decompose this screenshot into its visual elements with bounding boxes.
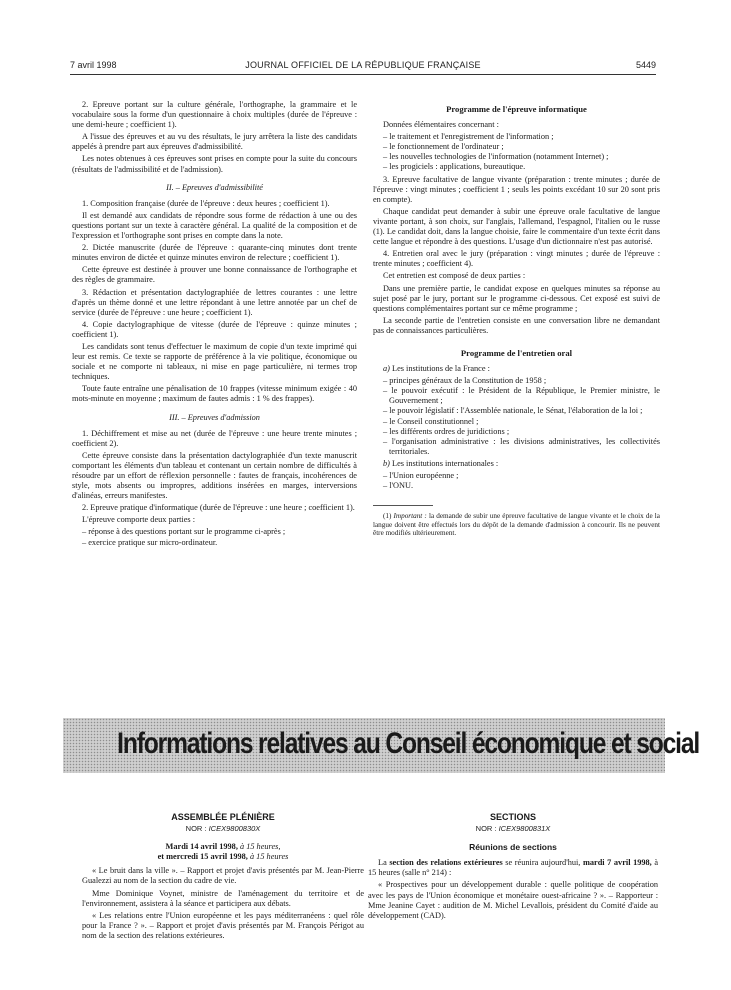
institutions-france-list [373,376,660,457]
date-time: à 15 heures, [237,842,281,852]
paragraph: La seconde partie de l'entretien consiste en une conversation libre ne demandant pas de connaissances particulières. [373,315,660,335]
list-item: – les différents ordres de juridictions ; [379,427,660,437]
section-heading-admission: III. – Epreuves d'admission [169,412,260,422]
footnote-label: Important : [393,512,427,521]
paragraph: 2. Epreuve pratique d'informatique (durée de l'épreuve : une heure ; coefficient 1). [82,503,355,513]
paragraph: Il est demandé aux candidats de répondre sous forme de rédaction à une ou des questions portant sur un texte à caractère général. La qualité de la composition et de l'expression et l'orthographe sont prises en compte dans la note. [72,210,357,241]
paragraph: 2. Dictée manuscrite (durée de l'épreuve : quarante-cinq minutes dont trente minutes environ de dictée et quinze minutes environ de relecture ; coefficient 1). [72,243,357,263]
paragraph [368,858,658,878]
list-item: – les progiciels : applications, bureautique. [379,162,660,172]
paragraph: 4. Copie dactylographique de vitesse (durée de l'épreuve : quinze minutes ; coefficient 1). [72,319,357,339]
sections-block [368,812,658,923]
list-label-a: a) [383,364,390,374]
list-item: – le traitement et l'enregistrement de l'information ; [379,132,660,142]
list-item: – le fonctionnement de l'ordinateur ; [379,142,660,152]
assemblee-pleniere-block [82,812,364,943]
assemblee-title: ASSEMBLÉE PLÉNIÈRE [171,812,275,822]
section-banner [63,718,700,773]
heading-programme-entretien: Programme de l'entretien oral [460,347,573,358]
nor-label: NOR : [475,824,499,834]
paragraph: Données élémentaires concernant : [383,120,499,130]
footnote-number: (1) [383,512,394,521]
list-item: – le pouvoir législatif : l'Assemblée nationale, le Sénat, l'élaboration de la loi ; [379,406,660,416]
paragraph: Dans une première partie, le candidat expose en quelques minutes sa réponse au sujet posé par le jury, portant sur le programme ci-dessous. Cet exposé est suivi de questions complémentaires portant sur ce même programme ; [373,283,660,313]
paragraph: L'épreuve comporte deux parties : [82,515,195,525]
paragraph: 2. Epreuve portant sur la culture générale, l'orthographe, la grammaire et le vocabulaire sous la forme d'un questionnaire à choix multiples (durée de l'épreuve : une demi-heure ; coefficient 1). [72,100,357,130]
section-heading-admissibilite: II. – Epreuves d'admissibilité [166,182,263,192]
page-number: 5449 [635,60,656,70]
paragraph: Cette épreuve consiste dans la présentation dactylographiée d'un texte manuscrit comportant les éléments d'un tableau et contenant un certain nombre de difficultés à résoudre par un effort de réflexion personnelle : fautes de français, incohérences de style, mots absents ou impropres, additions insérées en marges, interversions d'alinéas, erreurs manifestes. [72,450,357,501]
list-item: – l'organisation administrative : les divisions administratives, les collectivités territoriales. [379,437,660,457]
paragraph: Les notes obtenues à ces épreuves sont prises en compte pour la suite du concours (résultats de l'admissibilité et de l'admission). [72,154,357,174]
paragraph: Cet entretien est composé de deux parties : [383,271,526,281]
paragraph: 3. Rédaction et présentation dactylographiée de lettres courantes : une lettre d'après un thème donné et une lettre répondant à une lettre annotée par un chef de service (durée de l'épreuve : une heure ; coefficient 1). [72,287,357,317]
session-dates [82,842,364,862]
label-text: Les institutions de la France : [389,364,490,374]
paragraph: « Les relations entre l'Union européenne et les pays méditerranéens : quel rôle pour la France ? ». – Rapport et projet d'avis présentés par M. François Périgot au nom de la section des relations extérieures. [82,910,364,940]
reunions-subtitle: Réunions de sections [469,842,557,853]
nor-reference [368,824,658,834]
paragraph: 3. Epreuve facultative de langue vivante (préparation : trente minutes ; durée de l'épreuve : vingt minutes ; coefficient 1 ; seuls les points excédant 10 sur 20 sont pris en compte). [373,174,660,204]
journal-title: JOURNAL OFFICIEL DE LA RÉPUBLIQUE FRANÇAISE [245,60,481,70]
label-text: Les institutions internationales : [389,458,499,468]
nor-label: NOR : [185,824,209,834]
date-bold: et mercredi 15 avril 1998, [157,852,248,862]
nor-code: ICEX9800831X [498,824,551,834]
list-item: – réponse à des questions portant sur le programme ci-après ; [78,527,357,537]
left-column [72,100,357,550]
text-bold: mardi 7 avril 1998, [582,858,652,868]
list-item: – principes généraux de la Constitution de 1958 ; [379,376,660,386]
paragraph-institutions-france [373,364,660,374]
paragraph: 4. Entretien oral avec le jury (préparation : vingt minutes ; durée de l'épreuve : trente minutes ; coefficient 4). [373,249,660,269]
epreuve-parts-list [72,527,357,547]
paragraph: A l'issue des épreuves et au vu des résultats, le jury arrêtera la liste des candidats appelés à prendre part aux épreuves d'admissibilité. [72,132,357,152]
right-column [373,100,660,540]
paragraph: 1. Déchiffrement et mise au net (durée de l'épreuve : une heure trente minutes ; coefficient 2). [72,428,357,448]
paragraph: 1. Composition française (durée de l'épreuve : deux heures ; coefficient 1). [82,198,330,208]
header-rule [70,74,656,75]
list-item: – l'Union européenne ; [379,471,660,481]
text-bold: section des relations extérieures [389,858,503,868]
paragraph: « Le bruit dans la ville ». – Rapport et projet d'avis présentés par M. Jean-Pierre Gualezzi au nom de la section du cadre de vie. [82,866,364,886]
footnote [373,512,660,538]
list-item: – le pouvoir exécutif : le Président de la République, le Premier ministre, le Gouvernement ; [379,386,660,406]
date-bold: Mardi 14 avril 1998, [165,842,238,852]
paragraph: Les candidats sont tenus d'effectuer le maximum de copie d'un texte imprimé qui leur est remis. Ce texte se rapporte de préférence à la vie politique, économique ou sociale et ne comporte ni tableaux, ni mise en page particulière, ni termes trop techniques. [72,341,357,382]
paragraph: Toute faute entraîne une pénalisation de 10 frappes (vitesse minimum exigée : 40 mots-minute en moyenne ; maximum de fautes admis : 1 % des frappes). [72,384,357,404]
paragraph: « Prospectives pour un développement durable : quelle politique de coopération avec les pays de l'Union économique et monétaire ouest-africaine ? ». – Rapporteur : Mme Jeanine Cayet : audition de M. Michel Levallois, président du Comité d'aide au développement (CAD). [368,880,658,920]
paragraph: Mme Dominique Voynet, ministre de l'aménagement du territoire et de l'environnement, assistera à la séance et participera aux débats. [82,888,364,908]
text-run: se réunira aujourd'hui, [502,858,583,868]
sections-title: SECTIONS [489,812,536,822]
list-item: – le Conseil constitutionnel ; [379,417,660,427]
list-item: – exercice pratique sur micro-ordinateur. [78,538,357,548]
footnote-rule [373,505,433,506]
text-run: à 15 heures (salle n° 214) : [368,858,659,878]
nor-reference [82,824,364,834]
footnote-text: la demande de subir une épreuve facultative de langue vivante et le choix de la langue doivent être effectués lors du dépôt de la demande d'admission à concourir. Ils ne peuvent être modifiés ultérieurement. [373,512,660,538]
nor-code: ICEX9800830X [208,824,261,834]
informatique-list [373,132,660,172]
heading-programme-informatique: Programme de l'épreuve informatique [446,104,587,114]
paragraph: Cette épreuve est destinée à prouver une bonne connaissance de l'orthographe et des règles de grammaire. [72,265,357,285]
institutions-internationales-list [373,471,660,491]
page-header [70,60,656,74]
list-label-b: b) [383,458,390,468]
text-run: La [378,858,390,868]
date-time: à 15 heures [247,852,289,862]
list-item: – l'ONU. [379,481,660,491]
paragraph: Chaque candidat peut demander à subir une épreuve orale facultative de langue vivante portant, à son choix, sur l'anglais, l'allemand, l'espagnol, l'italien ou le russe (1). Le candidat doit, dans la langue choisie, faire le commentaire d'un texte écrit dans cette langue et répondre à des questions. L'usage d'un dictionnaire n'est pas autorisé. [373,206,660,247]
paragraph-institutions-internationales [373,459,660,469]
issue-date: 7 avril 1998 [70,60,117,70]
list-item: – les nouvelles technologies de l'information (notamment Internet) ; [379,152,660,162]
banner-title: Informations relatives au Conseil économique et social [117,727,700,760]
